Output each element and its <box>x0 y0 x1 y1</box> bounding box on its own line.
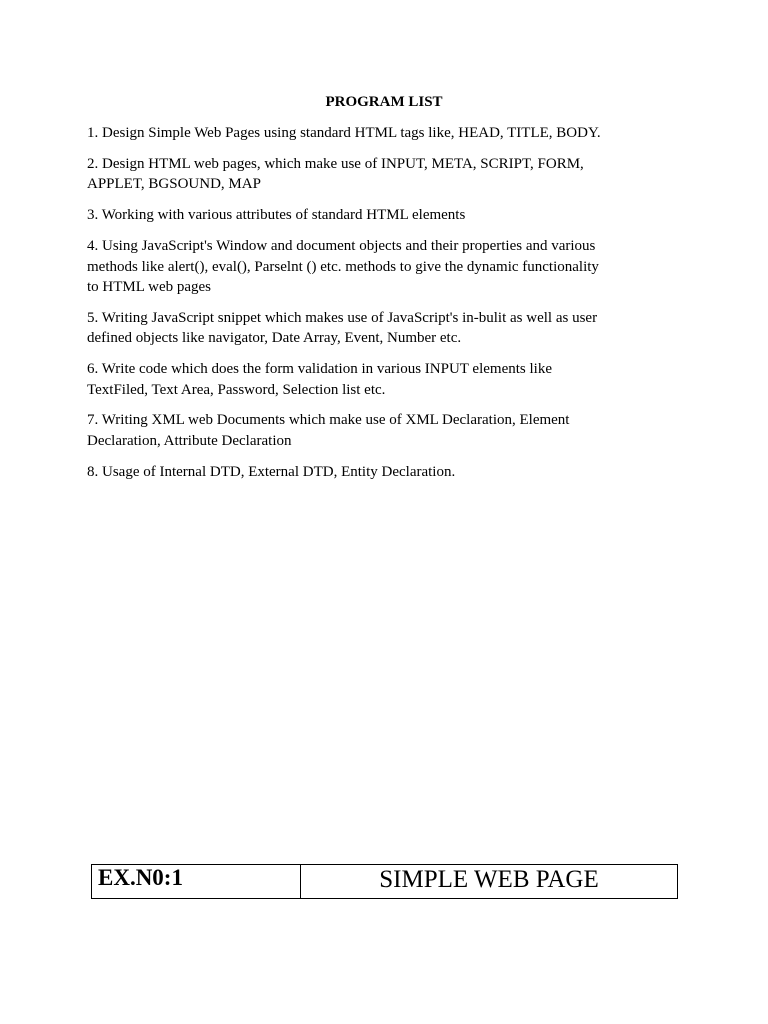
list-item: 6. Write code which does the form validation in various INPUT elements like TextFiled, Text Area, Password, Selection list etc. <box>87 361 552 398</box>
list-item: 7. Writing XML web Documents which make use of XML Declaration, Element Declaration, Attribute Declaration <box>87 412 570 449</box>
table-row <box>92 865 678 899</box>
page-title: PROGRAM LIST <box>325 94 443 110</box>
exercise-number: EX.N0:1 <box>92 865 301 899</box>
list-item: 5. Writing JavaScript snippet which makes use of JavaScript's in-bulit as well as user defined objects like navigator, Date Array, Event, Number etc. <box>87 309 598 347</box>
list-item: 4. Using JavaScript's Window and document objects and their properties and various methods like alert(), eval(), Parselnt () etc. methods to give the dynamic functionality to HTML web pages <box>87 238 599 295</box>
program-list <box>87 123 607 493</box>
list-item: 1. Design Simple Web Pages using standard HTML tags like, HEAD, TITLE, BODY. <box>87 125 601 141</box>
exercise-title: SIMPLE WEB PAGE <box>301 865 678 899</box>
list-item: 2. Design HTML web pages, which make use of INPUT, META, SCRIPT, FORM, APPLET, BGSOUND, MAP <box>87 155 584 193</box>
list-item: 8. Usage of Internal DTD, External DTD, Entity Declaration. <box>87 463 456 480</box>
exercise-header-table <box>91 864 678 899</box>
list-item: 3. Working with various attributes of standard HTML elements <box>87 207 466 224</box>
